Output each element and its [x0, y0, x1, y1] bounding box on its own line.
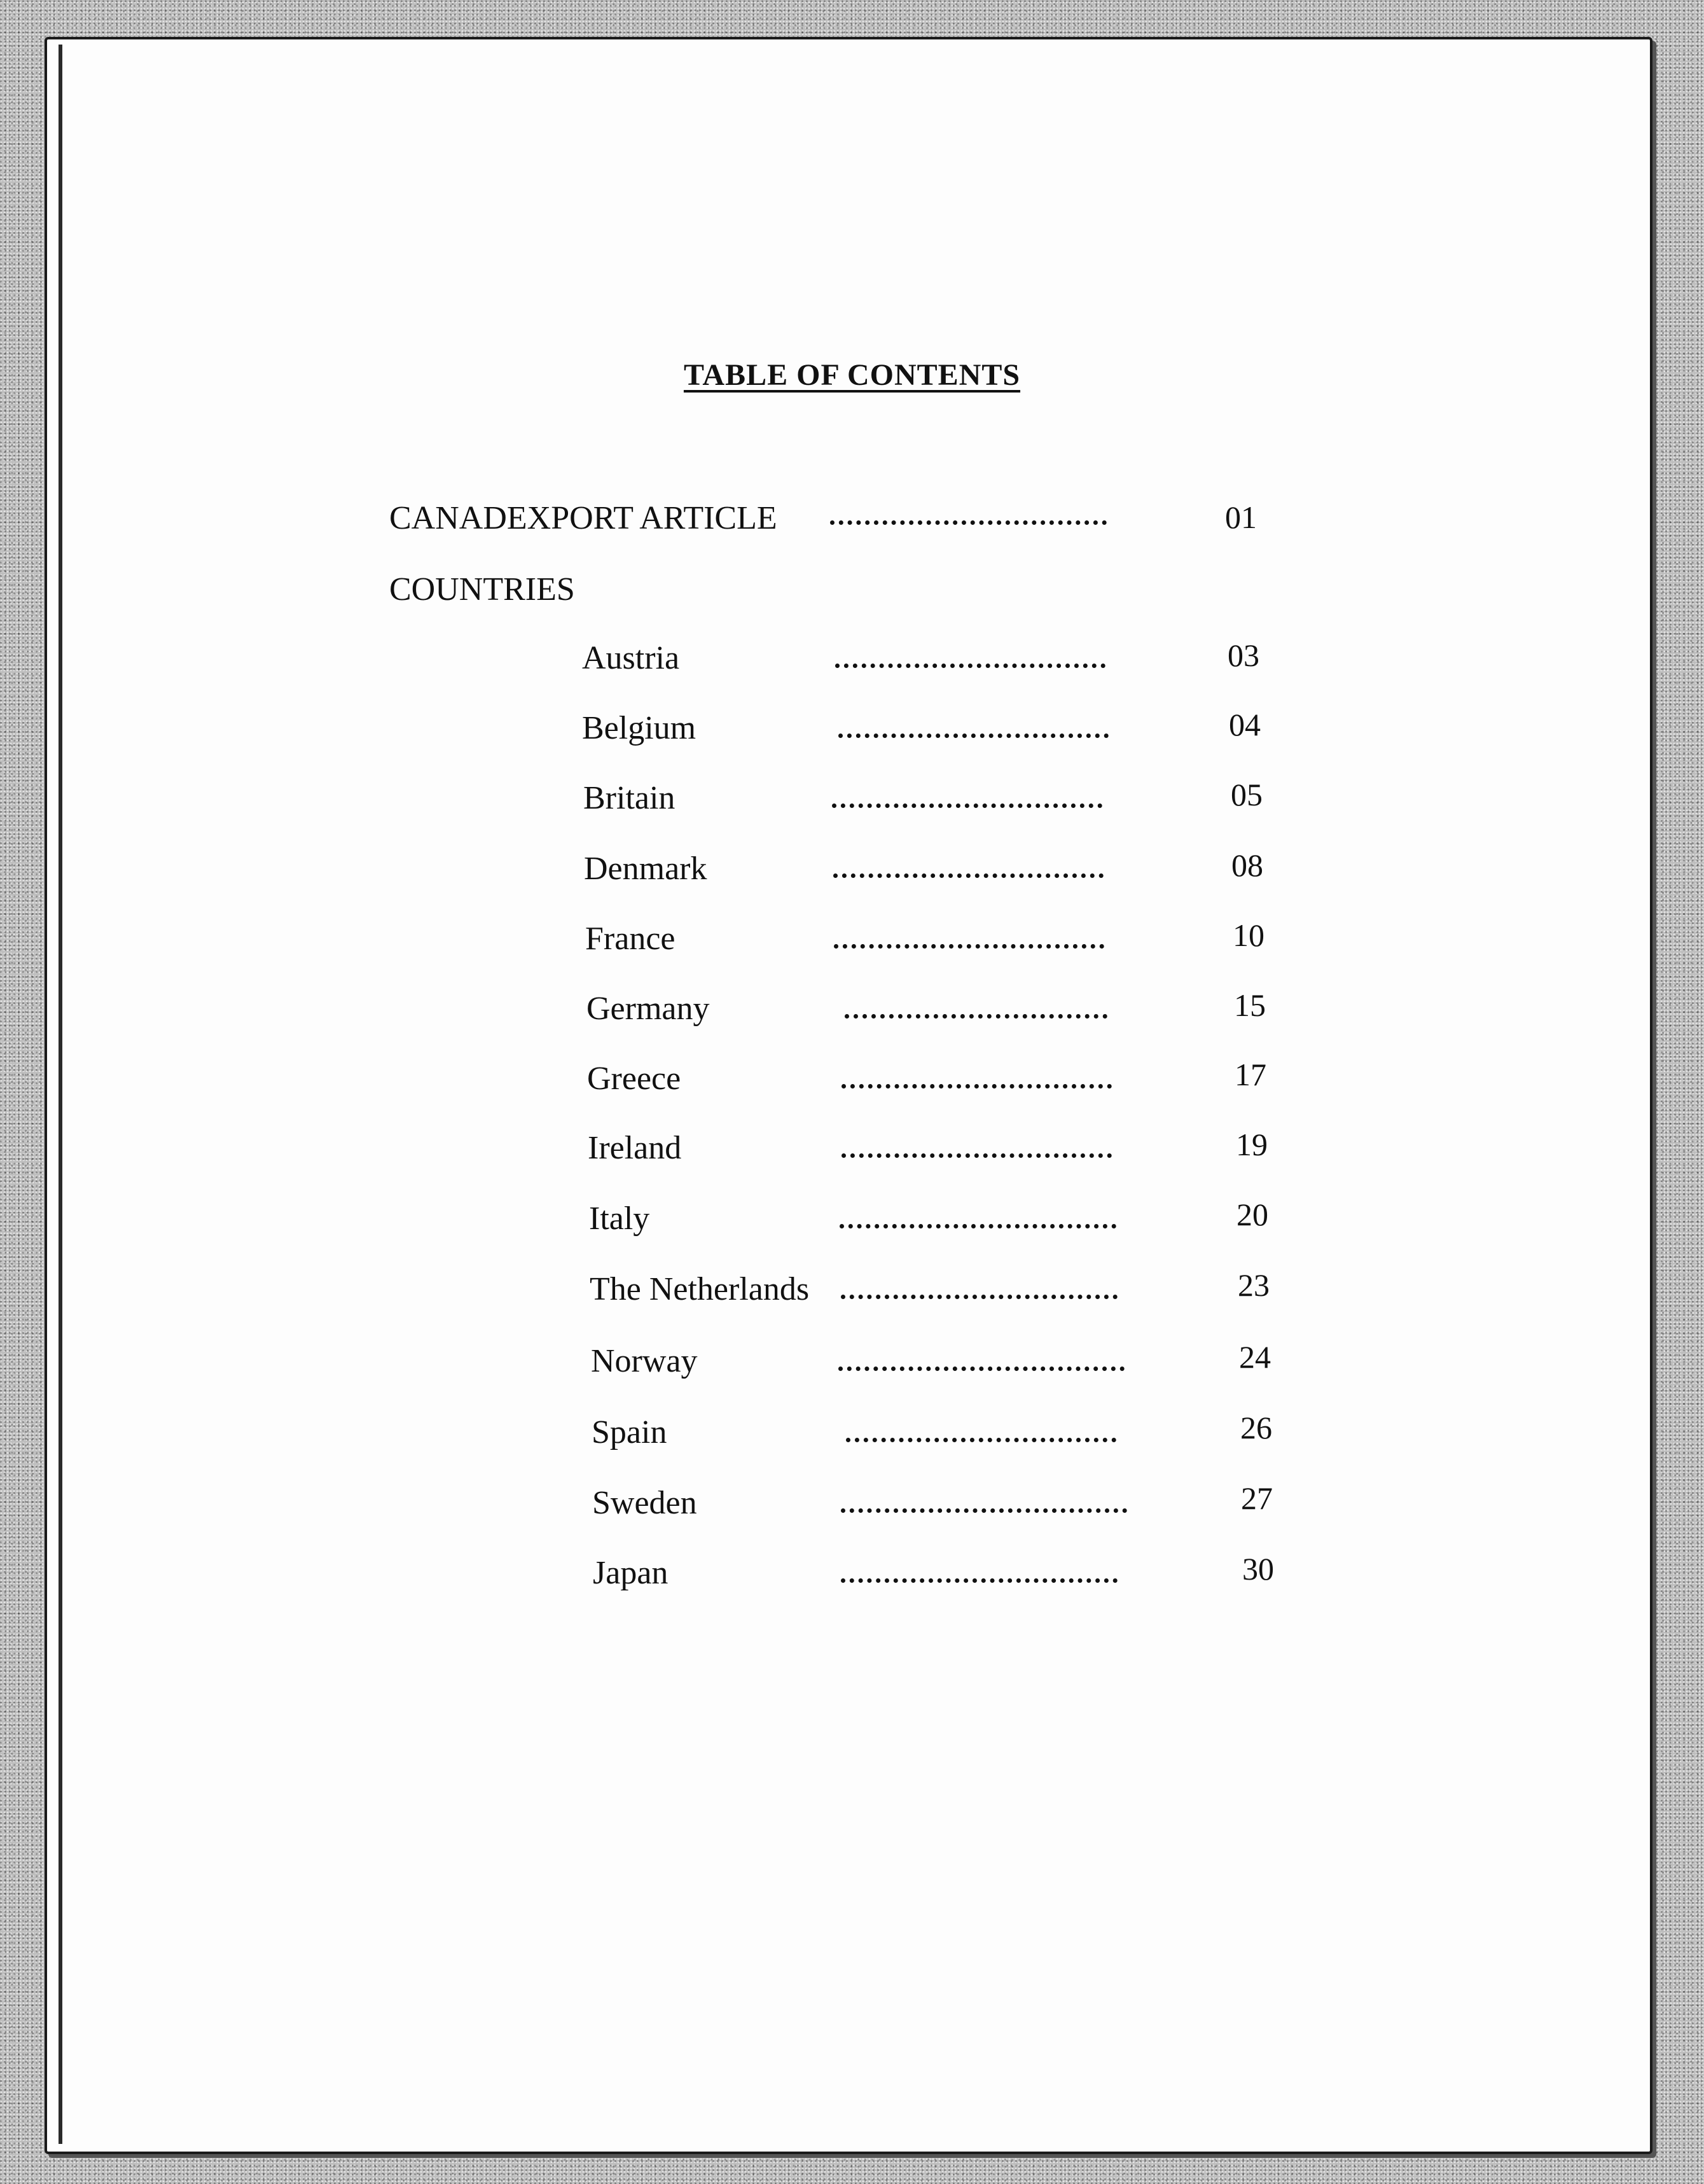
- toc-page-number: 24: [1239, 1339, 1271, 1375]
- dot-leader: [835, 664, 1105, 668]
- dot-leader: [846, 1438, 1116, 1442]
- toc-page-number: 17: [1235, 1057, 1266, 1092]
- toc-entry-label: Sweden: [592, 1485, 697, 1521]
- toc-entry-label: Greece: [587, 1061, 681, 1097]
- dot-leader: [841, 1508, 1127, 1513]
- toc-entry-label: Norway: [591, 1343, 698, 1379]
- document-page: [45, 37, 1652, 2154]
- dot-leader: [841, 1295, 1118, 1299]
- dot-leader: [841, 1578, 1118, 1583]
- toc-page-number: 26: [1240, 1410, 1272, 1445]
- toc-page-number: 23: [1238, 1267, 1270, 1303]
- toc-entry-label: Japan: [593, 1555, 668, 1591]
- dot-leader: [842, 1153, 1112, 1158]
- toc-page-number: 04: [1229, 707, 1261, 742]
- dot-leader: [838, 1367, 1125, 1371]
- dot-leader: [838, 734, 1109, 738]
- section-heading: COUNTRIES: [389, 571, 575, 608]
- dot-leader: [833, 873, 1104, 878]
- dot-leader: [832, 803, 1102, 808]
- toc-page-number: 08: [1231, 847, 1263, 883]
- toc-page-number: 19: [1236, 1127, 1268, 1162]
- toc-page-number: 30: [1242, 1551, 1274, 1587]
- toc-entry-label: Spain: [592, 1414, 667, 1450]
- toc-page-number: 05: [1231, 777, 1263, 812]
- toc-page-number: 10: [1233, 917, 1264, 953]
- toc-page-number: 20: [1236, 1197, 1268, 1232]
- toc-entry-label: Denmark: [584, 851, 707, 887]
- toc-entry-label: CANADEXPORT ARTICLE: [389, 500, 777, 536]
- dot-leader: [834, 944, 1104, 949]
- toc-entry-label: Italy: [589, 1200, 650, 1237]
- toc-entry-label: Belgium: [582, 710, 696, 746]
- toc-entry-label: Ireland: [588, 1130, 682, 1166]
- toc-page-number: 27: [1241, 1480, 1273, 1516]
- toc-entry-label: Germany: [586, 991, 710, 1027]
- page-title: TABLE OF CONTENTS: [683, 358, 1021, 392]
- toc-entry-label: France: [585, 921, 675, 957]
- toc-entry-label: Britain: [583, 780, 675, 816]
- dot-leader: [840, 1224, 1116, 1228]
- toc-page-number: 03: [1228, 637, 1259, 673]
- toc-entry-label: The Netherlands: [590, 1271, 810, 1307]
- dot-leader: [842, 1084, 1112, 1089]
- dot-leader: [830, 520, 1107, 525]
- toc-page-number: 15: [1234, 987, 1266, 1023]
- toc-page-number: 01: [1225, 499, 1257, 535]
- dot-leader: [845, 1014, 1107, 1019]
- toc-entry-label: Austria: [582, 640, 680, 676]
